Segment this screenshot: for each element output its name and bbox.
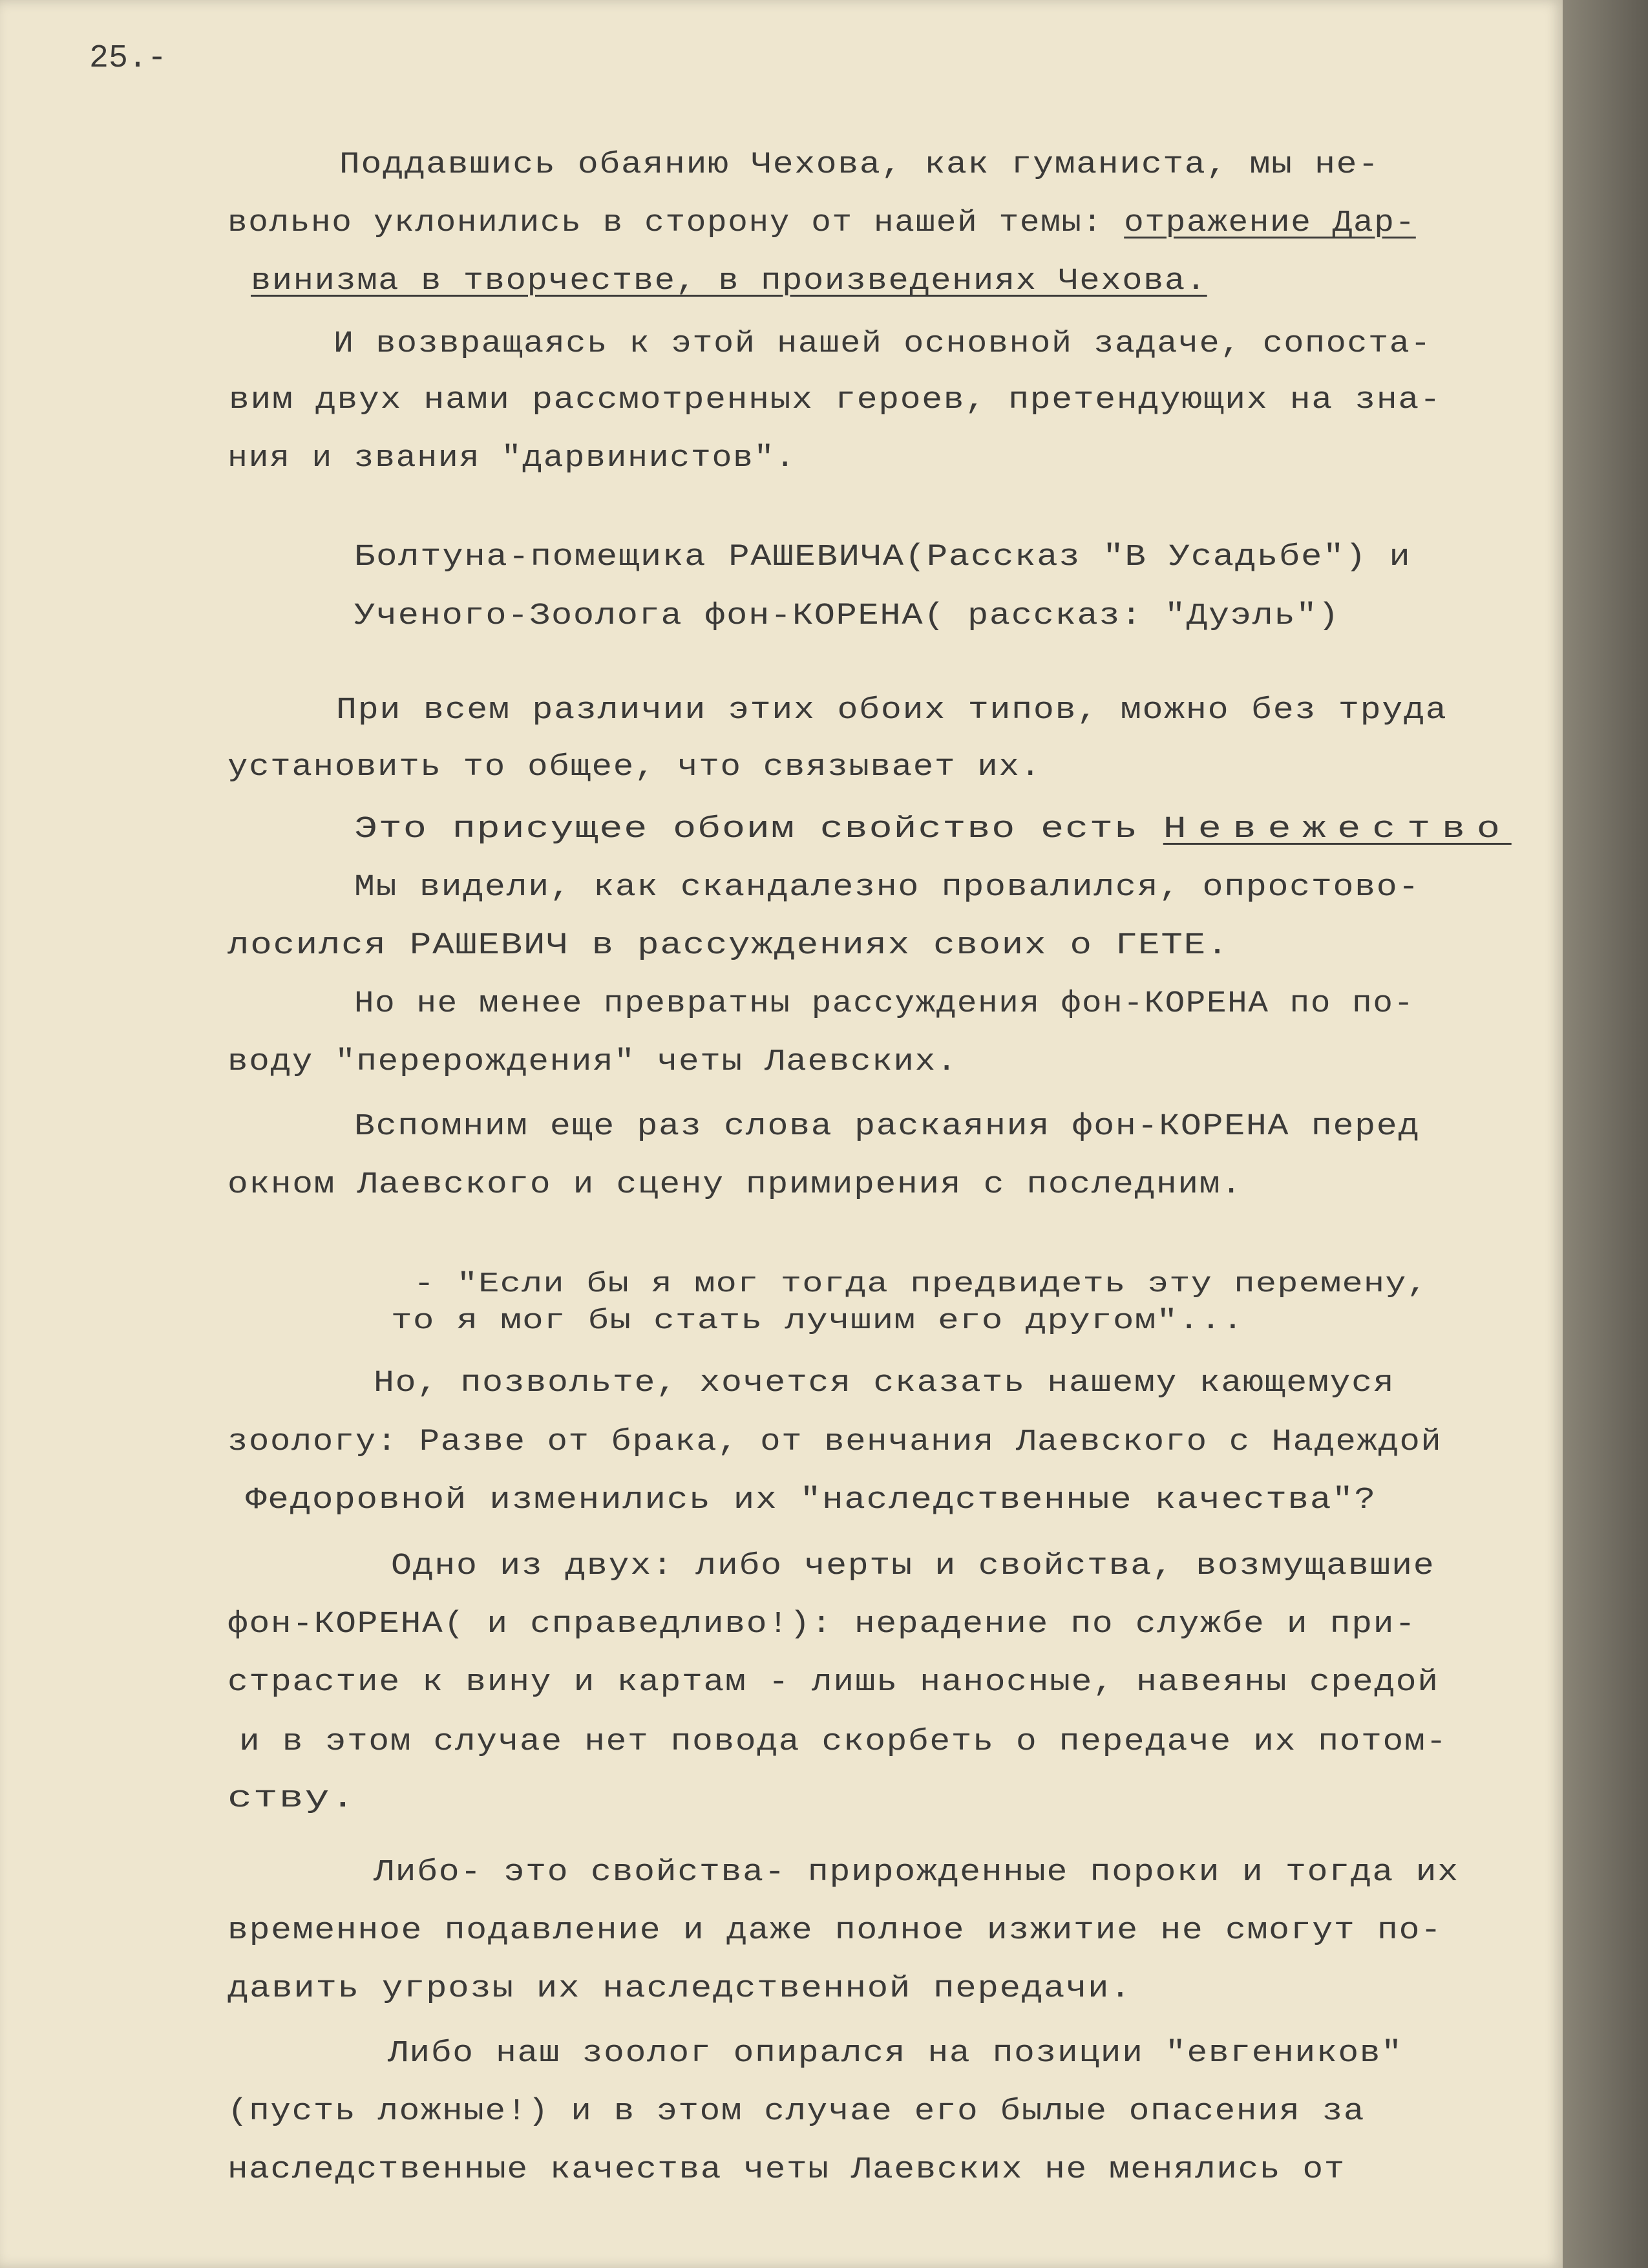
text-line-l20 (374, 1368, 1395, 1399)
text-run: страстие к вину и картам - лишь наносные, навеяны средой (227, 1666, 1439, 1700)
text-line-l29 (227, 1916, 1442, 1946)
text-run: установить то общее, что связывает их. (227, 750, 1042, 785)
text-run: ния и звания "дарвинистов". (227, 441, 796, 476)
text-line-l33 (227, 2155, 1346, 2185)
underlined-text: Невежество (1163, 812, 1512, 847)
text-line-l01 (339, 150, 1380, 180)
text-line-l08 (354, 601, 1340, 631)
text-line-l03 (251, 266, 1207, 297)
text-run: Одно из двух: либо черты и свойства, возмущавшие (391, 1549, 1435, 1584)
page-number: 25.- (89, 40, 167, 77)
text-run: Либо наш зоолог опирался на позиции "евгеников" (388, 2037, 1403, 2071)
text-run: Федоровной изменились их "наследственные качества"? (246, 1483, 1377, 1518)
text-line-l12 (354, 873, 1420, 903)
text-run: (пусть ложные!) и в этом случае его былые опасения за (227, 2095, 1366, 2129)
text-run: фон-КОРЕНА( и справедливо!): нерадение по службе и при- (227, 1607, 1417, 1642)
text-run: Болтуна-помещика РАШЕВИЧА(Рассказ "В Усадьбе") и (354, 540, 1411, 575)
text-run: давить угрозы их наследственной передачи. (227, 1972, 1132, 2006)
text-line-l10 (227, 752, 1042, 783)
text-run: - "Если бы я мог тогда предвидеть эту перемену, (414, 1268, 1429, 1300)
page-edge (1563, 0, 1648, 2268)
text-run: ству. (227, 1782, 357, 1816)
text-line-l23 (391, 1551, 1435, 1582)
text-line-l18 (414, 1270, 1428, 1298)
text-run: Либо- это свойства- прирожденные пороки и тогда их (374, 1856, 1459, 1890)
text-line-l15 (227, 1047, 958, 1077)
text-line-l16 (354, 1112, 1420, 1142)
text-run: вим двух нами рассмотренных героев, претендующих на зна- (229, 383, 1442, 418)
text-line-l19 (391, 1307, 1244, 1335)
text-run: При всем различии этих обоих типов, можно без труда (336, 694, 1448, 728)
text-line-l02 (227, 208, 1416, 238)
text-line-l26 (239, 1727, 1448, 1757)
text-run: Но не менее превратны рассуждения фон-КОРЕНА по по- (354, 987, 1415, 1021)
text-line-l25 (227, 1668, 1439, 1698)
text-run: Поддавшись обаянию Чехова, как гуманиста, мы не- (339, 148, 1380, 182)
text-run: Это присущее обоим свойство есть (354, 812, 1163, 847)
text-line-l04 (333, 329, 1431, 359)
text-line-l05 (229, 385, 1441, 416)
text-line-l32 (227, 2097, 1365, 2127)
text-line-l22 (246, 1485, 1377, 1516)
text-run: временное подавление и даже полное изжитие не смогут по- (227, 1914, 1442, 1948)
text-run: наследственные качества четы Лаевских не менялись от (227, 2153, 1346, 2187)
text-line-l21 (227, 1427, 1442, 1457)
text-run: И возвращаясь к этой нашей основной задаче, сопоста- (333, 327, 1432, 361)
text-run: окном Лаевского и сцену примирения с последним. (227, 1168, 1243, 1202)
text-line-l14 (354, 989, 1415, 1019)
text-run: Вспомним еще раз слова раскаяния фон-КОРЕНА перед (354, 1110, 1421, 1144)
text-line-l30 (227, 1974, 1132, 2004)
text-run: вольно уклонились в сторону от нашей темы: (227, 206, 1125, 240)
text-run: Ученого-Зоолога фон-КОРЕНА( рассказ: "Дуэль") (354, 599, 1340, 633)
text-run: и в этом случае нет повода скорбеть о передаче их потом- (239, 1725, 1448, 1759)
text-run: зоологу: Разве от брака, от венчания Лаевского с Надеждой (227, 1425, 1442, 1459)
underlined-text: отражение Дар- (1124, 206, 1416, 240)
text-line-l24 (227, 1609, 1417, 1640)
text-run: Мы видели, как скандалезно провалился, опростово- (354, 871, 1421, 905)
text-run: то я мог бы стать лучшим его другом"... (391, 1305, 1244, 1337)
text-run: воду "перерождения" четы Лаевских. (227, 1045, 958, 1079)
text-line-l17 (227, 1170, 1243, 1200)
text-line-l31 (388, 2039, 1403, 2069)
text-line-l06 (227, 443, 796, 474)
text-line-l27 (227, 1784, 356, 1814)
text-run: лосился РАШЕВИЧ в рассуждениях своих о ГЕТЕ. (227, 929, 1230, 963)
text-line-l13 (227, 931, 1229, 961)
text-line-l09 (336, 695, 1447, 726)
text-line-l28 (374, 1858, 1459, 1888)
text-line-l11 (354, 814, 1512, 845)
text-line-l07 (354, 542, 1411, 573)
underlined-text: винизма в творчестве, в произведениях Чехова. (251, 264, 1207, 299)
text-run: Но, позвольте, хочется сказать нашему кающемуся (374, 1366, 1395, 1401)
